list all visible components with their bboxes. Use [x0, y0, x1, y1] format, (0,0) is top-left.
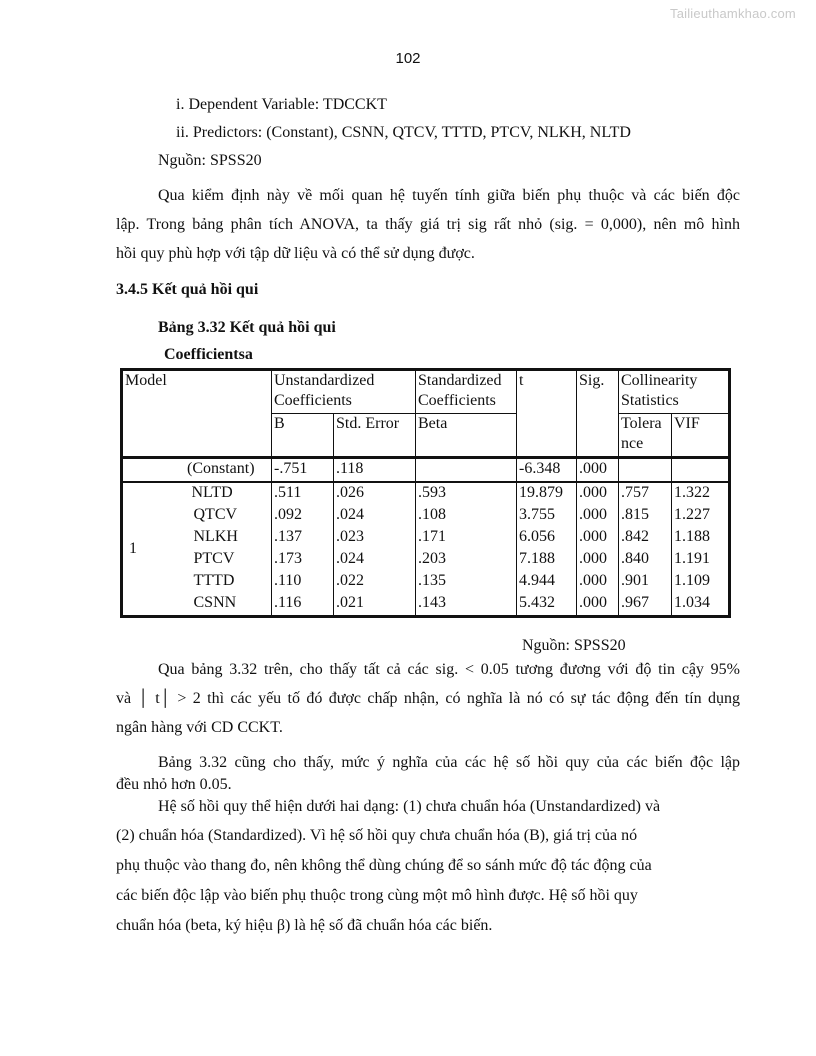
para4-line4: các biến độc lập vào biến phụ thuộc trong cùng một mô hình được. Hệ số hồi quy [116, 887, 638, 904]
section-heading: 3.4.5 Kết quả hồi qui [116, 281, 259, 298]
para3-line1: Bảng 3.32 cũng cho thấy, mức ý nghĩa của các hệ số hồi quy của các biến độc lập [158, 754, 740, 771]
cell-se: .023 [334, 527, 416, 549]
cell-b: .511 [272, 482, 334, 505]
cell-tolerance: .842 [619, 527, 672, 549]
note-source: Nguồn: SPSS20 [158, 152, 262, 169]
cell-t: 5.432 [517, 593, 577, 617]
cell-vif: 1.034 [672, 593, 730, 617]
header-model-blank [122, 414, 272, 458]
cell-tolerance: .967 [619, 593, 672, 617]
table-row [122, 505, 730, 527]
cell-t: 6.056 [517, 527, 577, 549]
para2-line1: Qua bảng 3.32 trên, cho thấy tất cả các sig. < 0.05 tương đương với độ tin cậy 95% [158, 661, 740, 678]
header-sig-blank [577, 414, 619, 458]
cell-sig: .000 [577, 482, 619, 505]
cell-vif: 1.322 [672, 482, 730, 505]
para4-line5: chuẩn hóa (beta, ký hiệu β) là hệ số đã chuẩn hóa các biến. [116, 917, 493, 934]
table-row [122, 571, 730, 593]
header-beta: Beta [416, 414, 517, 458]
table-row [122, 527, 730, 549]
cell-vif [672, 458, 730, 483]
row-name: QTCV [193, 506, 238, 523]
cell-se: .022 [334, 571, 416, 593]
cell-sig: .000 [577, 571, 619, 593]
cell-beta: .135 [416, 571, 517, 593]
row-name: PTCV [193, 550, 235, 567]
cell-se: .118 [334, 458, 416, 483]
para3-line2: đều nhỏ hơn 0.05. [116, 776, 232, 793]
header-t: t [517, 370, 577, 414]
cell-tolerance: .901 [619, 571, 672, 593]
cell-se: .024 [334, 505, 416, 527]
table-row [122, 458, 730, 483]
cell-beta: .593 [416, 482, 517, 505]
cell-t: 7.188 [517, 549, 577, 571]
cell-tolerance: .840 [619, 549, 672, 571]
cell-se: .024 [334, 549, 416, 571]
header-sig: Sig. [577, 370, 619, 414]
header-row-1 [122, 370, 730, 414]
note-dependent-variable: i. Dependent Variable: TDCCKT [176, 96, 387, 113]
table-row [122, 482, 730, 505]
para4-line3: phụ thuộc vào thang đo, nên không thể dùng chúng để so sánh mức độ tác động của [116, 857, 652, 874]
cell-tolerance: .815 [619, 505, 672, 527]
cell-b: -.751 [272, 458, 334, 483]
row-name: TTTD [193, 572, 235, 589]
para1-line3: hồi quy phù hợp với tập dữ liệu và có thể sử dụng được. [116, 245, 475, 262]
cell-beta: .143 [416, 593, 517, 617]
cell-sig: .000 [577, 549, 619, 571]
cell-sig: .000 [577, 593, 619, 617]
header-row-2 [122, 414, 730, 458]
cell-sig: .000 [577, 505, 619, 527]
table-source: Nguồn: SPSS20 [522, 637, 626, 654]
para2-line3: ngân hàng với CD CCKT. [116, 719, 283, 736]
para1-line1: Qua kiểm định này về mối quan hệ tuyến tính giữa biến phụ thuộc và các biến độc [158, 187, 740, 204]
cell-vif: 1.227 [672, 505, 730, 527]
header-collinearity: Collinearity Statistics [619, 370, 730, 414]
cell-t: 19.879 [517, 482, 577, 505]
cell-se: .026 [334, 482, 416, 505]
header-t-blank [517, 414, 577, 458]
table-subtitle: Coefficientsa [164, 346, 253, 363]
row-name: CSNN [193, 594, 237, 611]
cell-sig: .000 [577, 458, 619, 483]
cell-vif: 1.109 [672, 571, 730, 593]
header-std-error: Std. Error [334, 414, 416, 458]
cell-beta: .108 [416, 505, 517, 527]
note-predictors: ii. Predictors: (Constant), CSNN, QTCV, TTTD, PTCV, NLKH, NLTD [176, 124, 631, 141]
table-caption: Bảng 3.32 Kết quả hồi qui [158, 319, 336, 336]
cell-beta: .203 [416, 549, 517, 571]
header-unstandardized: Unstandardized Coefficients [272, 370, 416, 414]
cell-t: 3.755 [517, 505, 577, 527]
cell-vif: 1.191 [672, 549, 730, 571]
watermark-text: Tailieuthamkhao.com [670, 6, 796, 21]
cell-b: .092 [272, 505, 334, 527]
cell-b: .137 [272, 527, 334, 549]
cell-b: .116 [272, 593, 334, 617]
model-number: 1 [122, 482, 192, 617]
cell-b: .110 [272, 571, 334, 593]
header-standardized: Standardized Coefficients [416, 370, 517, 414]
row-name: NLKH [193, 528, 238, 545]
cell-tolerance: .757 [619, 482, 672, 505]
header-vif: VIF [672, 414, 730, 458]
header-model: Model [125, 372, 167, 389]
cell-t: -6.348 [517, 458, 577, 483]
coefficients-table [120, 368, 731, 618]
table-row [122, 593, 730, 617]
cell-sig: .000 [577, 527, 619, 549]
header-tolerance: Tolera nce [619, 414, 672, 458]
cell-beta: .171 [416, 527, 517, 549]
cell-se: .021 [334, 593, 416, 617]
row-name: NLTD [192, 482, 272, 505]
para2-line2: và │ t│ > 2 thì các yếu tố đó được chấp nhận, có nghĩa là nó có sự tác động đến tín dụng [116, 690, 740, 707]
para4-line2: (2) chuẩn hóa (Standardized). Vì hệ số hồi quy chưa chuẩn hóa (B), giá trị của nó [116, 827, 638, 844]
page-number: 102 [395, 50, 421, 67]
row-name: (Constant) [122, 458, 272, 483]
cell-t: 4.944 [517, 571, 577, 593]
cell-vif: 1.188 [672, 527, 730, 549]
cell-beta [416, 458, 517, 483]
cell-b: .173 [272, 549, 334, 571]
para4-line1: Hệ số hồi quy thể hiện dưới hai dạng: (1) chưa chuẩn hóa (Unstandardized) và [158, 798, 661, 815]
para1-line2: lập. Trong bảng phân tích ANOVA, ta thấy giá trị sig rất nhỏ (sig. = 0,000), nên mô hình [116, 216, 740, 233]
table-row [122, 549, 730, 571]
cell-tolerance [619, 458, 672, 483]
header-b: B [272, 414, 334, 458]
